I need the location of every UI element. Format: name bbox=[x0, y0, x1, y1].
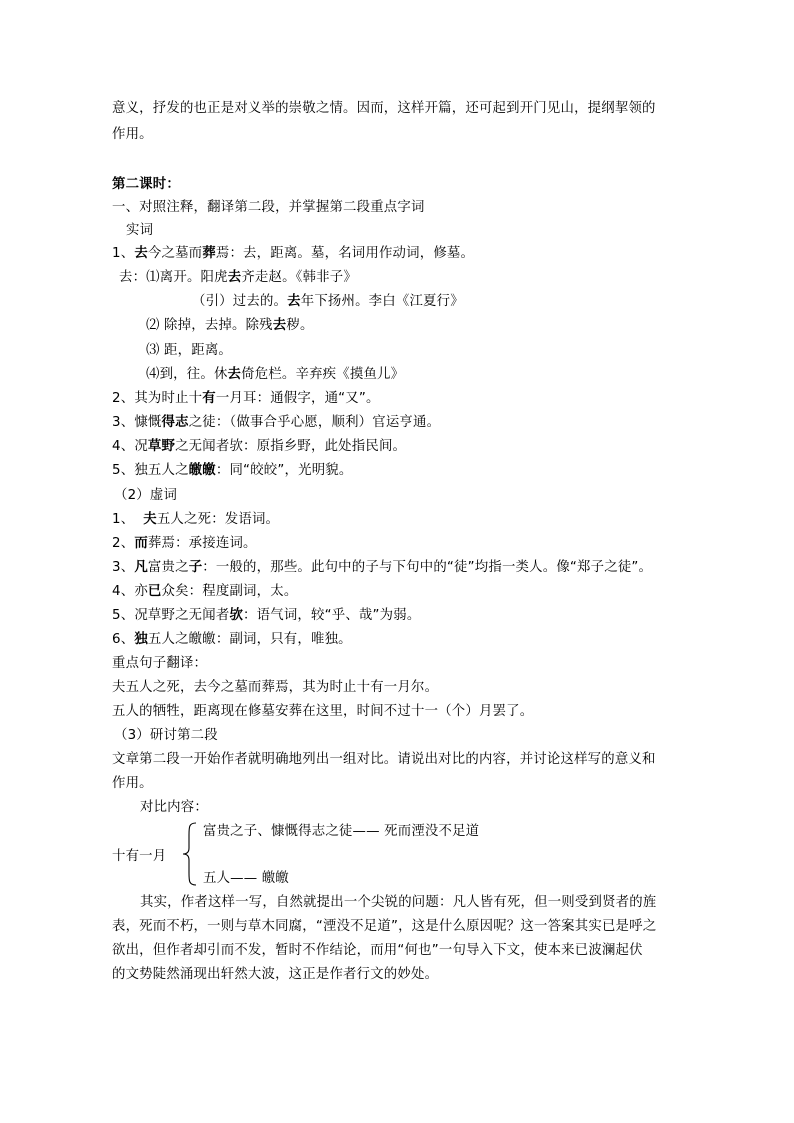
list-item: 3、慷慨得志之徒：（做事合乎心愿，顺利）官运亨通。 bbox=[112, 415, 441, 430]
list-item: 3、凡富贵之子：一般的，那些。此句中的子与下句中的“徒”均指一类人。像“郑子之徒”。 bbox=[112, 560, 653, 575]
list-item: 4、亦已众矣：程度副词，太。 bbox=[112, 584, 298, 599]
question-line: 文章第二段一开始作者就明确地列出一组对比。请说出对比的内容，并讨论这样写的意义和 bbox=[112, 752, 656, 767]
question-line: 作用。 bbox=[112, 776, 153, 791]
paragraph-line: 作用。 bbox=[112, 127, 153, 142]
paragraph-line: 表，死而不朽，一则与草木同腐，“湮没不足道”，这是什么原因呢？这一答案其实已是呼之 bbox=[112, 919, 657, 934]
list-item: 1、去今之墓而葬焉：去，距离。墓，名词用作动词，修墓。 bbox=[112, 246, 475, 261]
paragraph-line: 其实，作者这样一写，自然就提出一个尖锐的问题：凡人皆有死，但一则受到贤者的旌 bbox=[140, 895, 657, 910]
list-item: 5、况草野之无闻者欤：语气词，较“乎、哉”为弱。 bbox=[112, 608, 421, 623]
contrast-lower: 五人—— 皦皦 bbox=[203, 871, 289, 886]
subsection-label: 重点句子翻译： bbox=[112, 656, 208, 671]
brace-icon bbox=[182, 821, 198, 887]
list-item: 去：⑴离开。阳虎去齐走赵。《韩非子》 bbox=[119, 270, 357, 285]
list-item: ⑶ 距，距离。 bbox=[146, 343, 232, 358]
task-heading: 一、对照注释，翻译第二段，并掌握第二段重点字词 bbox=[112, 200, 425, 215]
list-item: 5、独五人之皦皦：同“皎皎”，光明貌。 bbox=[112, 463, 353, 478]
subsection-label: （2）虚词 bbox=[114, 488, 178, 503]
section-heading: 第二课时： bbox=[112, 177, 180, 192]
sentence-source: 夫五人之死，去今之墓而葬焉，其为时止十有一月尔。 bbox=[112, 680, 439, 695]
list-item: 6、独五人之皦皦：副词，只有，唯独。 bbox=[112, 632, 352, 647]
sentence-translation: 五人的牺牲，距离现在修墓安葬在这里，时间不过十一（个）月罢了。 bbox=[112, 704, 534, 719]
list-item: 2、而葬焉：承接连词。 bbox=[112, 536, 257, 551]
contrast-label: 对比内容： bbox=[140, 800, 208, 815]
list-item: ⑵ 除掉，去掉。除残去秽。 bbox=[146, 318, 314, 333]
list-item: 1、 夫五人之死：发语词。 bbox=[112, 512, 280, 527]
list-item: （引）过去的。去年下扬州。李白《江夏行》 bbox=[192, 294, 464, 309]
contrast-upper: 富贵之子、慷慨得志之徒—— 死而湮没不足道 bbox=[203, 824, 480, 839]
paragraph-line: 意义，抒发的也正是对义举的崇敬之情。因而，这样开篇，还可起到开门见山，提纲挈领的 bbox=[112, 101, 656, 116]
contrast-left: 十有一月 bbox=[112, 849, 167, 864]
subsection-label: （3）研讨第二段 bbox=[114, 728, 218, 743]
list-item: ⑷到，往。休去倚危栏。辛弃疾《摸鱼儿》 bbox=[146, 367, 405, 382]
list-item: 4、况草野之无闻者欤：原指乡野，此处指民间。 bbox=[112, 439, 407, 454]
paragraph-line: 欲出，但作者却引而不发，暂时不作结论，而用“何也”一句导入下文，使本来已波澜起伏 bbox=[112, 943, 643, 958]
list-item: 2、其为时止十有一月耳：通假字，通“又”。 bbox=[112, 391, 380, 406]
subsection-label: 实词 bbox=[126, 223, 154, 238]
paragraph-line: 的文势陡然涌现出轩然大波，这正是作者行文的妙处。 bbox=[112, 967, 439, 982]
